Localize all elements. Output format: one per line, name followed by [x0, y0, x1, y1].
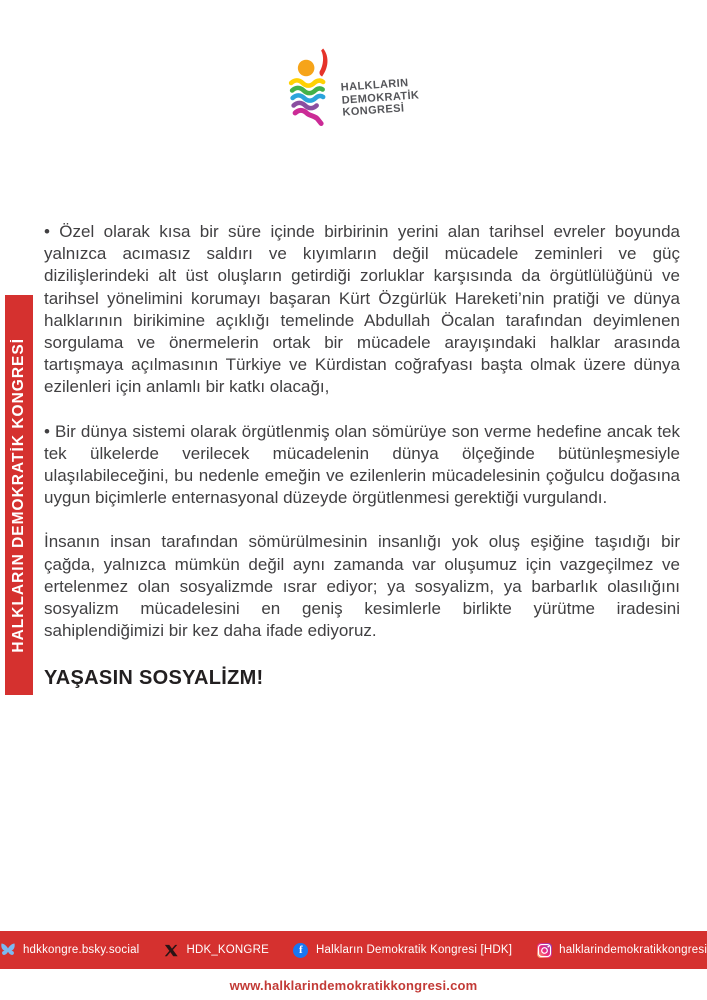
social-item-instagram	[536, 942, 707, 958]
hdk-logo-figure-icon	[288, 48, 334, 126]
x-icon	[163, 942, 179, 958]
declaration-text	[44, 221, 680, 706]
paragraph-1: • Özel olarak kısa bir süre içinde birbirinin yerini alan tarihsel evreler boyunda yalnızca acımasız saldırı ve kıyımların değil mücadele zeminleri ve güç dizilişlerindeki alt üst oluşların getirdiği zorluklar karşısında da örgütlülüğünü ve tarihsel yönelimini korumayı başaran Kürt Özgürlük Hareketi’nin pratiği ve dünya halklarının birikimine açıklığı temelinde Abdullah Öcalan tarafından deyimlenen sorgulama ve önermelerin ortak bir mücadele arayışındaki halklar arasında tartışmaya açılmasının Türkiye ve Kürdistan coğrafyası başta olmak üzere dünya ezilenleri için anlamlı bir katkı olacağı,	[44, 222, 680, 397]
social-item-bluesky	[0, 942, 139, 958]
paragraph-3: İnsanın insan tarafından sömürülmesinin insanlığı yok oluş eşiğine taşıdığı bir çağda, yalnızca mümkün değil aynı zamanda var oluşumuz için vazgeçilmez ve ertelenmez olan sosyalizmde ısrar ediyor; ya sosyalizm, ya barbarlık olasılığını sosyalizm mücadelesini en geniş kesimlerle birlikte yürütme iradesini sahiplendiğimizi bir kez daha ifade ediyoruz.	[44, 532, 680, 641]
social-item-facebook	[293, 942, 512, 958]
instagram-handle: halklarindemokratikkongresi	[559, 944, 707, 956]
x-handle: HDK_KONGRE	[186, 944, 269, 956]
left-banner-label: HALKLARIN DEMOKRATİK KONGRESİ	[10, 337, 27, 653]
social-item-x	[163, 942, 269, 958]
hdk-logo	[288, 48, 419, 126]
paragraph-2: • Bir dünya sistemi olarak örgütlenmiş olan sömürüye son verme hedefine ancak tek tek ülkelerde verilecek mücadelenin dünya ölçeğinde bütünleşmesiyle ulaşılabileceğini, bu nedenle emeğin ve ezilenlerin mücadelesinin çoğulcu doğasına uygun biçimlerle enternasyonal düzeyde örgütlenmesi gerektiği vurgulandı.	[44, 421, 680, 508]
logo-line-1: HALKLARIN	[339, 77, 409, 94]
logo-line-2: DEMOKRATİK	[340, 88, 420, 107]
slogan-heading: YAŞASIN SOSYALİZM!	[44, 667, 264, 690]
facebook-handle: Halkların Demokratik Kongresi [HDK]	[315, 944, 513, 956]
hdk-logo-wordmark	[340, 76, 420, 119]
bluesky-butterfly-icon	[0, 942, 16, 958]
instagram-icon	[536, 942, 552, 958]
left-red-banner	[5, 295, 33, 695]
social-footer-bar	[0, 931, 707, 969]
facebook-icon: f	[293, 942, 309, 958]
website-url: www.halklarindemokratikkongresi.com	[229, 978, 478, 993]
logo-line-3: KONGRESİ	[341, 102, 405, 119]
bluesky-handle: hdkkongre.bsky.social	[22, 944, 140, 956]
